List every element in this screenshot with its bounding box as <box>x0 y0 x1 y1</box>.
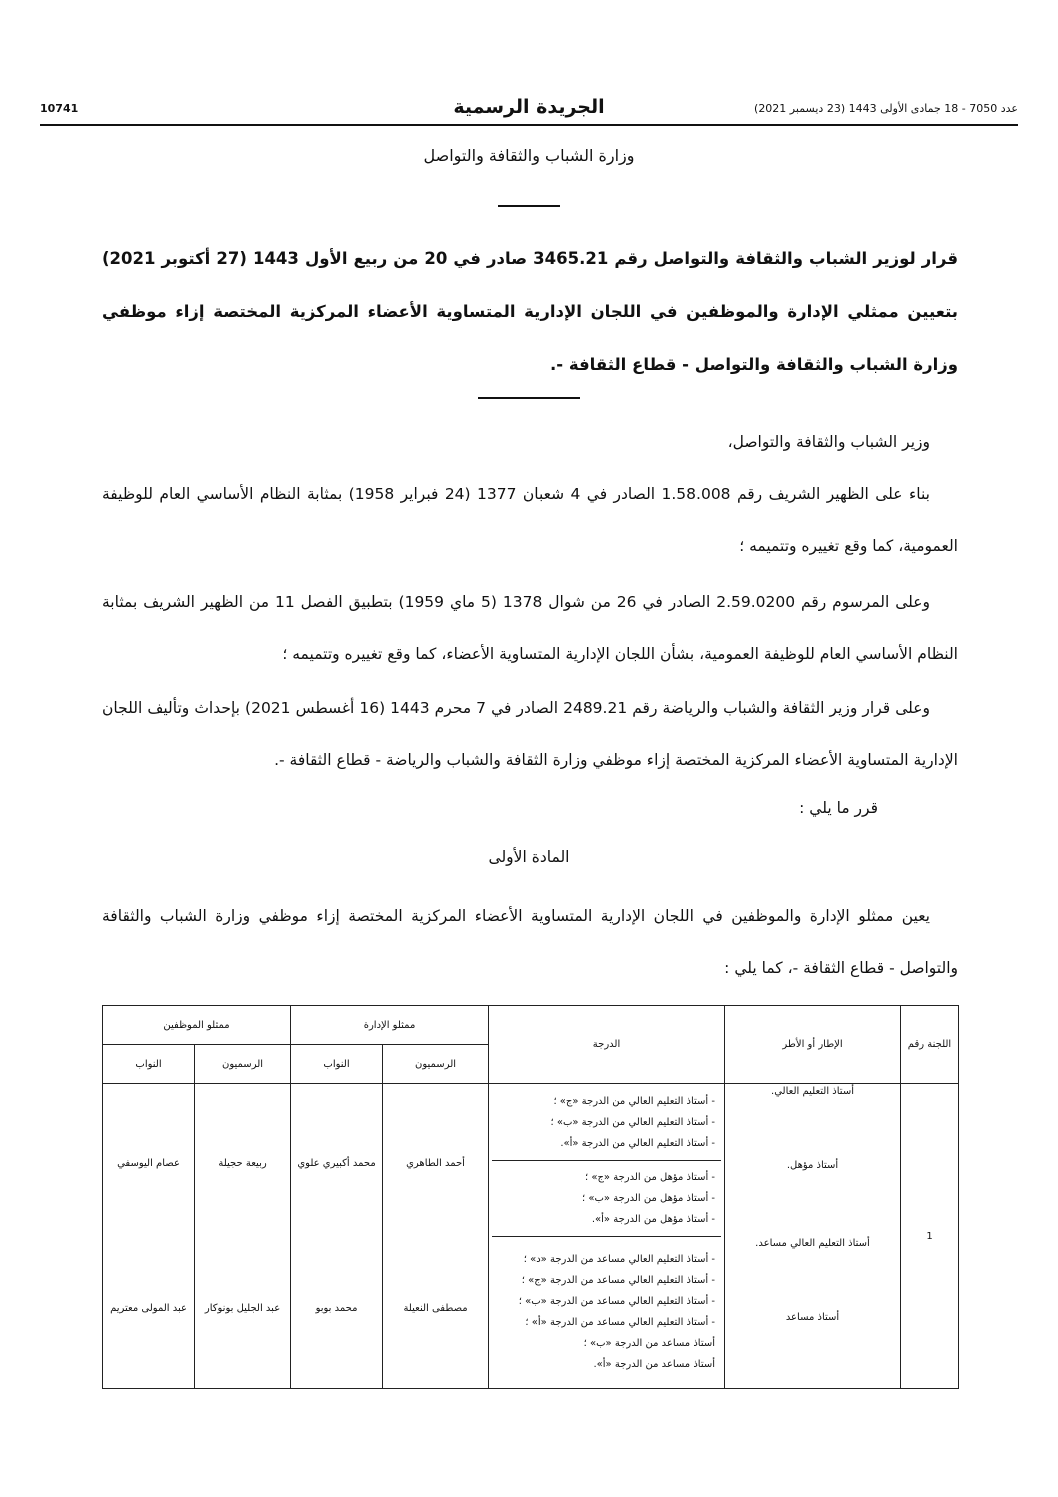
grade-item: - أستاذ التعليم العالي مساعد من الدرجة «د» ؛ <box>523 1253 716 1265</box>
decides-text: قرر ما يلي : <box>799 799 878 817</box>
grade-item: - أستاذ التعليم العالي من الدرجة «ب» ؛ <box>550 1117 716 1129</box>
grade-group <box>492 1237 721 1386</box>
issue-line: عدد 7050 - 18 جمادى الأولى 1443 (23 ديسمبر 2021) <box>754 102 1018 115</box>
minister-line <box>102 416 958 468</box>
grade-item: أستاذ مساعد من الدرجة «ب» ؛ <box>583 1337 716 1349</box>
decides-line <box>102 782 958 834</box>
grade-item: - أستاذ مؤهل من الدرجة «ج» ؛ <box>585 1171 716 1183</box>
separator-line <box>498 205 560 207</box>
header-frame: الإطار أو الأطر <box>725 1006 901 1084</box>
header-rule <box>40 124 1018 126</box>
frame-item: أستاذ التعليم العالي. <box>771 1086 854 1097</box>
staff-deputies-cell <box>103 1084 195 1389</box>
frame-item: أستاذ مساعد <box>785 1312 840 1323</box>
admin-titular-cell <box>383 1084 489 1389</box>
committee-number: 1 <box>901 1084 959 1389</box>
grade-item: - أستاذ التعليم العالي مساعد من الدرجة «ب» ؛ <box>518 1295 716 1307</box>
grade-item: - أستاذ التعليم العالي مساعد من الدرجة «أ» ؛ <box>525 1316 716 1328</box>
ministry-name: وزارة الشباب والثقافة والتواصل <box>423 146 635 165</box>
member-name: ربيعة حجيلة <box>218 1158 267 1169</box>
frame-item: أستاذ التعليم العالي مساعد. <box>755 1238 870 1249</box>
member-name: محمد بوبو <box>315 1303 358 1314</box>
article-text: يعين ممثلو الإدارة والموظفين في اللجان الإدارية المتساوية الأعضاء المركزية المختصة إزاء موظفي وزارة الشباب والثقافة والتواصل - قطاع الثقافة -، كما يلي : <box>102 907 958 977</box>
preamble-paragraph: وعلى قرار وزير الثقافة والشباب والرياضة رقم 2489.21 الصادر في 7 محرم 1443 (16 أغسطس 2021) بإحداث وتأليف اللجان الإدارية المتساوية الأعضاء المركزية المختصة إزاء موظفي وزارة الثقافة والشباب والرياضة - قطاع الثقافة -. <box>102 699 958 769</box>
grade-group <box>492 1161 721 1238</box>
separator-line <box>478 397 580 399</box>
grade-item: - أستاذ التعليم العالي مساعد من الدرجة «ج» ؛ <box>521 1274 716 1286</box>
preamble-paragraph: بناء على الظهير الشريف رقم 1.58.008 الصادر في 4 شعبان 1377 (24 فبراير 1958) بمثابة النظام الأساسي العام للوظيفة العمومية، كما وقع تغييره وتتميمه ؛ <box>102 485 958 555</box>
header-admin-titular: الرسميون <box>383 1045 489 1084</box>
header-admin-reps: ممثلو الإدارة <box>291 1006 489 1045</box>
article-heading: المادة الأولى <box>488 848 570 866</box>
decree-title: قرار لوزير الشباب والثقافة والتواصل رقم 3465.21 صادر في 20 من ربيع الأول 1443 (27 أكتوبر 2021) بتعيين ممثلي الإدارة والموظفين في اللجان الإدارية المتساوية الأعضاء المركزية المختصة إزاء موظفي وزارة الشباب والثقافة والتواصل - قطاع الثقافة -. <box>102 249 958 374</box>
member-name: عصام اليوسفي <box>117 1158 180 1169</box>
header-admin-deputies: النواب <box>291 1045 383 1084</box>
member-name: أحمد الطاهري <box>406 1158 465 1169</box>
frame-item: أستاذ مؤهل. <box>786 1160 839 1171</box>
grade-item: أستاذ مساعد من الدرجة «أ». <box>593 1358 716 1370</box>
header-committee-no: اللجنة رقم <box>901 1006 959 1084</box>
page-header <box>40 96 1018 124</box>
member-name: عبد المولى معتريم <box>110 1303 187 1314</box>
gazette-title: الجريدة الرسمية <box>453 96 605 118</box>
staff-titular-cell <box>195 1084 291 1389</box>
member-name: محمد أكبيري علوي <box>297 1158 376 1169</box>
committee-table <box>102 1005 959 1389</box>
grades-cell <box>489 1084 725 1389</box>
header-staff-reps: ممثلو الموظفين <box>103 1006 291 1045</box>
grade-item: - أستاذ التعليم العالي من الدرجة «ج» ؛ <box>553 1096 716 1108</box>
header-staff-deputies: النواب <box>103 1045 195 1084</box>
frames-cell <box>725 1084 901 1389</box>
member-name: عبد الجليل بونوكار <box>204 1303 281 1314</box>
header-staff-titular: الرسميون <box>195 1045 291 1084</box>
preamble-paragraph: وعلى المرسوم رقم 2.59.0200 الصادر في 26 من شوال 1378 (5 ماي 1959) بتطبيق الفصل 11 من الظهير الشريف بمثابة النظام الأساسي العام للوظيفة العمومية، بشأن اللجان الإدارية المتساوية الأعضاء، كما وقع تغييره وتتميمه ؛ <box>102 593 958 663</box>
grade-item: - أستاذ مؤهل من الدرجة «أ». <box>591 1213 716 1225</box>
header-grade: الدرجة <box>489 1006 725 1084</box>
member-name: مصطفى النعيلة <box>403 1303 468 1314</box>
page-number: 10741 <box>40 102 79 115</box>
grade-group <box>492 1086 721 1161</box>
admin-deputies-cell <box>291 1084 383 1389</box>
grade-item: - أستاذ التعليم العالي من الدرجة «أ». <box>560 1138 716 1150</box>
minister-text: وزير الشباب والثقافة والتواصل، <box>727 433 930 451</box>
grade-item: - أستاذ مؤهل من الدرجة «ب» ؛ <box>582 1192 716 1204</box>
